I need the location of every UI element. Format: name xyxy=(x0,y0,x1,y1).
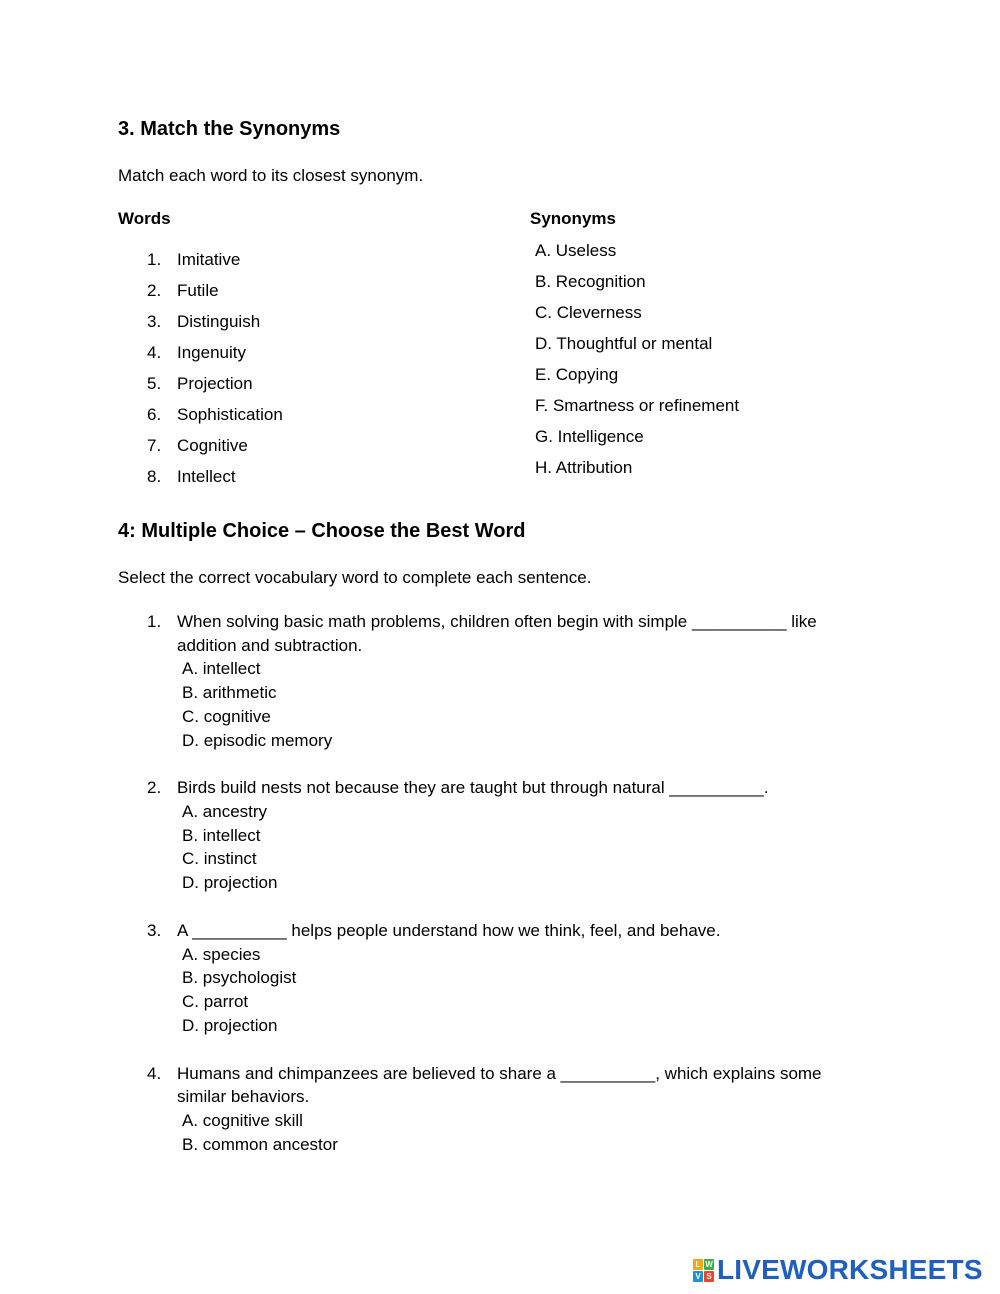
synonym-item: H. Attribution xyxy=(535,458,633,477)
answer-option[interactable]: C. parrot xyxy=(182,992,249,1011)
question-number: 3. xyxy=(147,921,162,940)
answer-option[interactable]: D. projection xyxy=(182,1016,278,1035)
synonym-item: A. Useless xyxy=(535,241,617,260)
synonyms-column-header: Synonyms xyxy=(530,209,616,228)
logo-tile: V xyxy=(693,1271,703,1282)
word-item: Distinguish xyxy=(177,312,261,331)
question-number: 2. xyxy=(147,778,162,797)
word-item: Imitative xyxy=(177,250,241,269)
answer-option[interactable]: A. intellect xyxy=(182,659,261,678)
question-number: 4. xyxy=(147,1064,162,1083)
synonym-item: E. Copying xyxy=(535,365,619,384)
question-text-line: A __________ helps people understand how we think, feel, and behave. xyxy=(177,921,721,940)
word-item: Projection xyxy=(177,374,253,393)
question-text-line: Humans and chimpanzees are believed to share a __________, which explains some xyxy=(177,1064,822,1083)
logo-text: LIVEWORKSHEETS xyxy=(717,1254,983,1285)
answer-option[interactable]: D. projection xyxy=(182,873,278,892)
word-number: 2. xyxy=(147,281,162,300)
word-number: 8. xyxy=(147,467,162,486)
word-number: 5. xyxy=(147,374,162,393)
question-text-line: When solving basic math problems, children often begin with simple __________ like xyxy=(177,612,817,631)
question-text-line: Birds build nests not because they are taught but through natural __________. xyxy=(177,778,769,797)
word-item: Sophistication xyxy=(177,405,283,424)
words-column-header: Words xyxy=(118,209,171,228)
word-item: Futile xyxy=(177,281,219,300)
logo-tiles-icon xyxy=(693,1259,714,1282)
question-number: 1. xyxy=(147,612,162,631)
answer-option[interactable]: A. cognitive skill xyxy=(182,1111,303,1130)
logo-tile: L xyxy=(693,1259,703,1270)
word-item: Intellect xyxy=(177,467,236,486)
liveworksheets-logo[interactable] xyxy=(693,1254,983,1286)
word-number: 4. xyxy=(147,343,162,362)
synonym-item: D. Thoughtful or mental xyxy=(535,334,713,353)
synonym-item: F. Smartness or refinement xyxy=(535,396,740,415)
word-item: Cognitive xyxy=(177,436,248,455)
answer-option[interactable]: B. intellect xyxy=(182,826,261,845)
section-4-instruction: Select the correct vocabulary word to complete each sentence. xyxy=(118,568,592,587)
answer-option[interactable]: C. instinct xyxy=(182,849,257,868)
answer-option[interactable]: D. episodic memory xyxy=(182,731,333,750)
synonym-item: B. Recognition xyxy=(535,272,646,291)
answer-option[interactable]: A. species xyxy=(182,945,261,964)
answer-option[interactable]: A. ancestry xyxy=(182,802,268,821)
answer-option[interactable]: B. arithmetic xyxy=(182,683,277,702)
logo-tile: S xyxy=(704,1271,714,1282)
answer-option[interactable]: B. common ancestor xyxy=(182,1135,338,1154)
section-3-heading: 3. Match the Synonyms xyxy=(118,118,341,140)
word-number: 1. xyxy=(147,250,162,269)
answer-option[interactable]: B. psychologist xyxy=(182,968,297,987)
word-number: 6. xyxy=(147,405,162,424)
question-text-line: addition and subtraction. xyxy=(177,636,363,655)
word-number: 7. xyxy=(147,436,162,455)
synonym-item: G. Intelligence xyxy=(535,427,644,446)
question-text-line: similar behaviors. xyxy=(177,1087,310,1106)
word-number: 3. xyxy=(147,312,162,331)
word-item: Ingenuity xyxy=(177,343,246,362)
logo-tile: W xyxy=(705,1259,713,1269)
section-3-instruction: Match each word to its closest synonym. xyxy=(118,166,424,185)
section-4-heading: 4: Multiple Choice – Choose the Best Word xyxy=(118,520,526,542)
answer-option[interactable]: C. cognitive xyxy=(182,707,271,726)
synonym-item: C. Cleverness xyxy=(535,303,642,322)
